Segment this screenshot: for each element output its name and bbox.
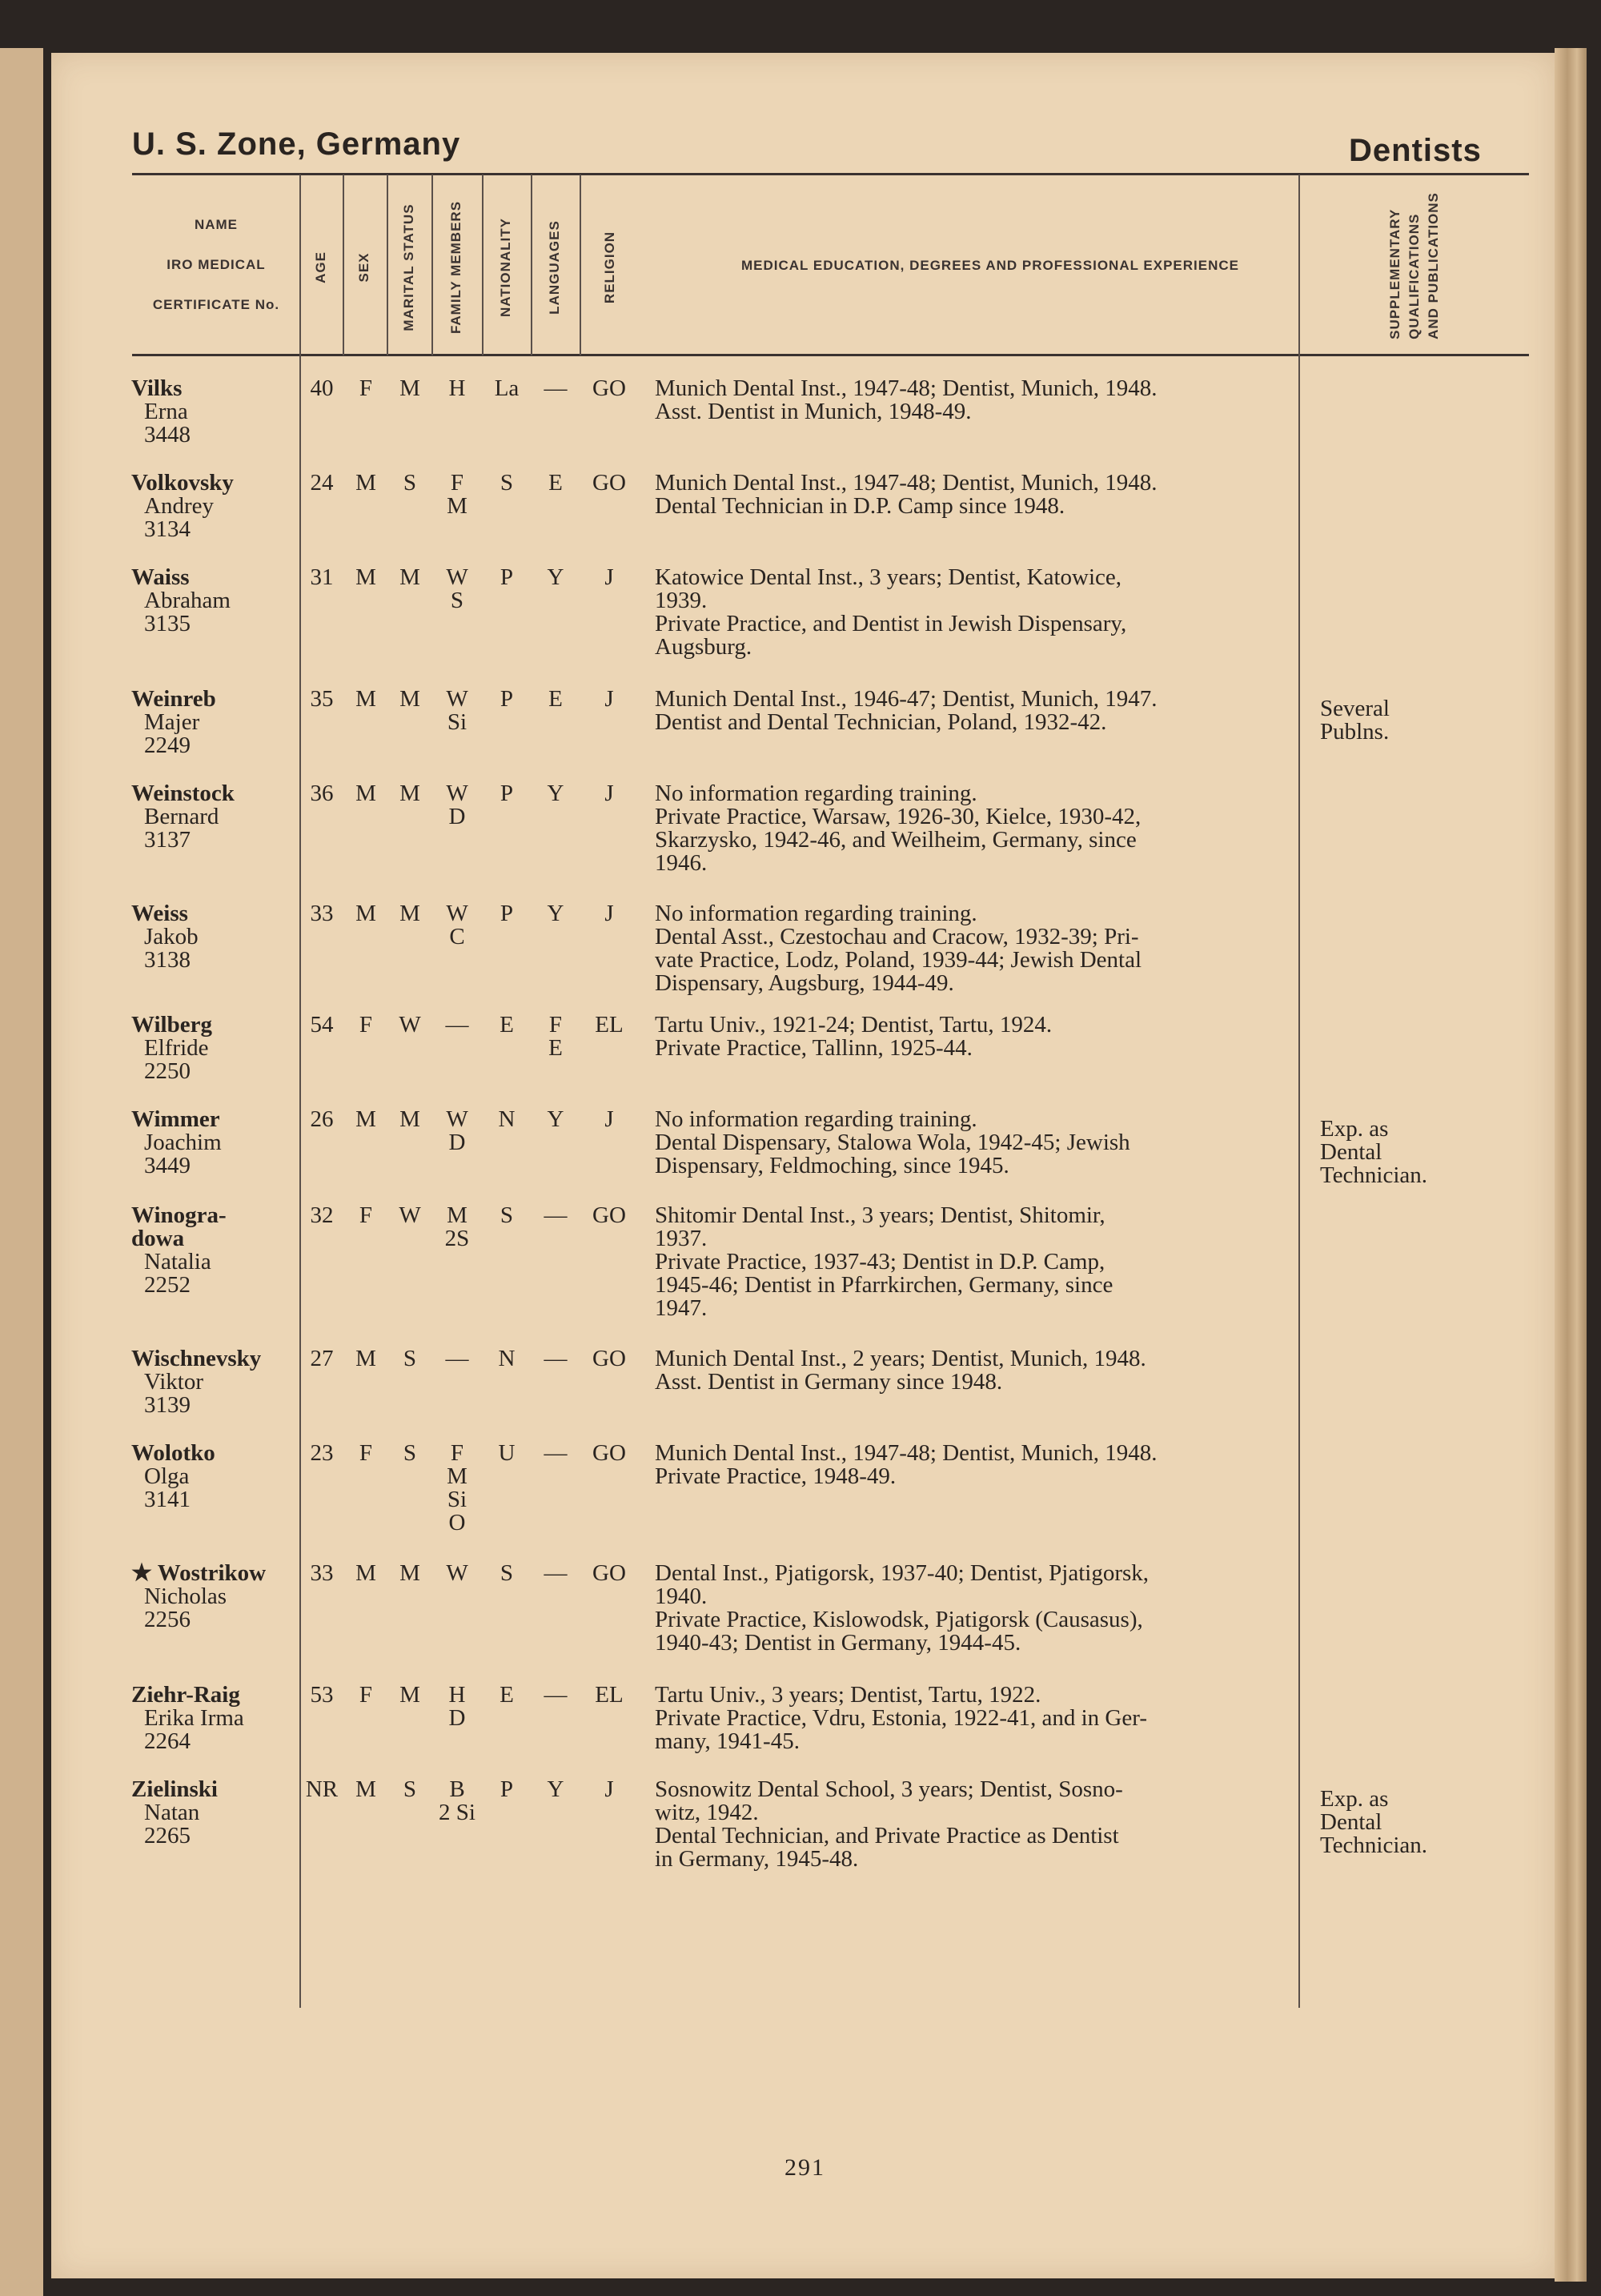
supplementary-line: Dental (1320, 1809, 1382, 1835)
given-name: Natan (144, 1800, 200, 1825)
header-bottom-rule (132, 354, 1529, 356)
religion-cell: GO (592, 1440, 626, 1466)
family-members-cell-entry: M (447, 1202, 467, 1228)
page-number: 291 (784, 2154, 825, 2181)
languages-cell-entry: — (544, 375, 568, 401)
column-divider (531, 175, 532, 355)
experience-line: 1937. (655, 1226, 708, 1251)
nationality-cell: S (500, 470, 514, 496)
surname: Weiss (131, 901, 188, 926)
nationality-cell: S (500, 1202, 514, 1228)
experience-cell (655, 1442, 1335, 1488)
family-members-cell (433, 377, 481, 400)
experience-line: Private Practice, and Dentist in Jewish Dispensary, (655, 611, 1127, 636)
nationality-cell: P (500, 781, 514, 806)
column-header-age: AGE (313, 251, 328, 283)
experience-cell (655, 688, 1335, 734)
supplementary-cell (1320, 1788, 1480, 1857)
column-header-experience: MEDICAL EDUCATION, DEGREES AND PROFESSIONAL EXPERIENCE (741, 258, 1239, 273)
experience-line: No information regarding training. (655, 1106, 977, 1132)
marital-status-cell: W (399, 1202, 421, 1228)
languages-cell-entry: — (544, 1202, 568, 1228)
languages-cell (532, 1684, 579, 1707)
surname: Weinreb (131, 686, 216, 712)
given-name: Majer (144, 709, 200, 735)
column-header-nationality: NATIONALITY (498, 217, 513, 318)
adjacent-page-edge (0, 48, 43, 2296)
family-members-cell-entry: W (446, 564, 468, 590)
religion-cell: J (604, 686, 614, 712)
age-cell: 33 (310, 901, 334, 926)
languages-cell (532, 688, 579, 711)
column-header-sex: SEX (356, 252, 371, 283)
experience-line: Augsburg. (655, 634, 752, 660)
family-members-cell-entry: O (448, 1510, 466, 1535)
experience-line: Private Practice, Warsaw, 1926-30, Kielce, 1930-42, (655, 804, 1142, 829)
experience-line: 1947. (655, 1295, 708, 1321)
languages-cell-entry: — (544, 1346, 568, 1371)
certificate-number: 3448 (144, 422, 191, 448)
surname: ★ Wostrikow (131, 1560, 267, 1586)
surname: Wimmer (131, 1106, 220, 1132)
sex-cell: M (355, 564, 376, 590)
surname-continued: dowa (131, 1226, 185, 1251)
certificate-number: 3141 (144, 1487, 191, 1512)
running-head-right: Dentists (1349, 133, 1482, 168)
family-members-cell-entry: — (445, 1012, 469, 1038)
family-members-cell-entry: F (450, 1440, 464, 1466)
given-name: Jakob (144, 924, 199, 949)
experience-line: Dispensary, Augsburg, 1944-49. (655, 970, 954, 996)
religion-cell: GO (592, 1346, 626, 1371)
family-members-cell-entry: Si (447, 1487, 467, 1512)
religion-cell: J (604, 1106, 614, 1132)
languages-cell-entry: E (548, 1035, 563, 1061)
column-divider (387, 175, 388, 355)
age-cell: 40 (310, 375, 334, 401)
experience-line: Dentist and Dental Technician, Poland, 1932-42. (655, 709, 1107, 735)
religion-cell: J (604, 564, 614, 590)
nationality-cell: P (500, 1776, 514, 1802)
experience-line: Katowice Dental Inst., 3 years; Dentist, Katowice, (655, 564, 1122, 590)
given-name: Abraham (144, 588, 231, 613)
column-divider (343, 175, 344, 355)
surname: Wolotko (131, 1440, 215, 1466)
experience-line: Asst. Dentist in Germany since 1948. (655, 1369, 1003, 1395)
experience-line: Sosnowitz Dental School, 3 years; Dentist, Sosno- (655, 1776, 1123, 1802)
supplementary-line: Publns. (1320, 719, 1390, 745)
nationality-cell: P (500, 686, 514, 712)
languages-cell-entry: Y (547, 781, 564, 806)
given-name: Erna (144, 399, 188, 424)
given-name: Bernard (144, 804, 219, 829)
languages-cell (532, 1108, 579, 1131)
age-cell: 32 (310, 1202, 334, 1228)
languages-cell-entry: — (544, 1440, 568, 1466)
column-header-name-line2: IRO MEDICAL (167, 257, 266, 272)
book-page (51, 53, 1555, 2278)
supplementary-line: Technician. (1320, 1832, 1428, 1858)
age-cell: 27 (310, 1346, 334, 1371)
languages-cell (532, 1014, 579, 1060)
nationality-cell: La (494, 375, 520, 401)
nationality-cell: N (498, 1346, 516, 1371)
column-header-name (132, 205, 300, 325)
experience-line: many, 1941-45. (655, 1728, 800, 1754)
family-members-cell-entry: C (449, 924, 465, 949)
column-header-marital-status: MARITAL STATUS (401, 203, 416, 331)
religion-cell: GO (592, 1560, 626, 1586)
family-members-cell-entry: W (446, 781, 468, 806)
surname: Volkovsky (131, 470, 234, 496)
marital-status-cell: M (399, 564, 420, 590)
page-stack-edge (1555, 48, 1587, 2282)
column-divider (482, 175, 484, 355)
experience-line: vate Practice, Lodz, Poland, 1939-44; Jewish Dental (655, 947, 1142, 973)
religion-cell: GO (592, 470, 626, 496)
surname: Wilberg (131, 1012, 212, 1038)
family-members-cell (433, 782, 481, 829)
certificate-number: 3139 (144, 1392, 191, 1418)
experience-line: Dental Technician in D.P. Camp since 1948. (655, 493, 1065, 519)
marital-status-cell: S (403, 1776, 417, 1802)
marital-status-cell: S (403, 1346, 417, 1371)
experience-cell (655, 1778, 1335, 1871)
column-header-supp-line3: AND PUBLICATIONS (1426, 192, 1441, 339)
languages-cell-entry: Y (547, 564, 564, 590)
experience-line: Private Practice, 1948-49. (655, 1463, 897, 1489)
family-members-cell-entry: W (446, 686, 468, 712)
family-members-cell (433, 566, 481, 612)
column-divider (431, 175, 433, 355)
experience-cell (655, 1204, 1335, 1320)
family-members-cell-entry: M (447, 493, 467, 519)
experience-line: Asst. Dentist in Munich, 1948-49. (655, 399, 972, 424)
languages-cell-entry: E (548, 686, 563, 712)
sex-cell: M (355, 1346, 376, 1371)
certificate-number: 2249 (144, 733, 191, 758)
family-members-cell-entry: S (450, 588, 464, 613)
experience-cell (655, 1014, 1335, 1060)
languages-cell (532, 1778, 579, 1801)
age-cell: 36 (310, 781, 334, 806)
surname: Winogra- (131, 1202, 227, 1228)
experience-line: Private Practice, Vdru, Estonia, 1922-41, and in Ger- (655, 1705, 1147, 1731)
experience-cell (655, 566, 1335, 659)
surname: Zielinski (131, 1776, 218, 1802)
experience-cell (655, 377, 1335, 423)
languages-cell (532, 1562, 579, 1585)
experience-line: No information regarding training. (655, 901, 977, 926)
experience-cell (655, 1684, 1335, 1753)
family-members-cell-entry: B (449, 1776, 465, 1802)
experience-line: Private Practice, Tallinn, 1925-44. (655, 1035, 973, 1061)
column-header-name-line1: NAME (194, 217, 239, 232)
experience-line: Dental Inst., Pjatigorsk, 1937-40; Dentist, Pjatigorsk, (655, 1560, 1150, 1586)
religion-cell: J (604, 781, 614, 806)
family-members-cell-entry: D (448, 804, 466, 829)
column-header-religion: RELIGION (602, 231, 617, 304)
supplementary-line: Technician. (1320, 1162, 1428, 1188)
sex-cell: F (359, 1682, 373, 1708)
sex-cell: F (359, 1440, 373, 1466)
supplementary-cell (1320, 697, 1480, 744)
family-members-cell-entry: 2S (444, 1226, 470, 1251)
family-members-cell (433, 1562, 481, 1585)
certificate-number: 2256 (144, 1607, 191, 1632)
sex-cell: M (355, 781, 376, 806)
languages-cell-entry: Y (547, 1776, 564, 1802)
languages-cell-entry: Y (547, 901, 564, 926)
languages-cell (532, 377, 579, 400)
supplementary-cell (1320, 1118, 1480, 1187)
family-members-cell-entry: W (446, 901, 468, 926)
family-members-cell (433, 1778, 481, 1824)
experience-cell (655, 1108, 1335, 1178)
certificate-number: 2265 (144, 1823, 191, 1848)
experience-line: Munich Dental Inst., 1946-47; Dentist, Munich, 1947. (655, 686, 1158, 712)
sex-cell: M (355, 686, 376, 712)
age-cell: 33 (310, 1560, 334, 1586)
certificate-number: 2250 (144, 1058, 191, 1084)
family-members-cell-entry: — (445, 1346, 469, 1371)
experience-cell (655, 1347, 1335, 1394)
age-cell: 23 (310, 1440, 334, 1466)
experience-line: Munich Dental Inst., 1947-48; Dentist, Munich, 1948. (655, 1440, 1158, 1466)
certificate-number: 2264 (144, 1728, 191, 1754)
certificate-number: 3134 (144, 516, 191, 542)
given-name: Olga (144, 1463, 190, 1489)
family-members-cell (433, 1014, 481, 1037)
experience-line: Dental Dispensary, Stalowa Wola, 1942-45; Jewish (655, 1130, 1130, 1155)
languages-cell-entry: — (544, 1560, 568, 1586)
marital-status-cell: M (399, 375, 420, 401)
certificate-number: 3135 (144, 611, 191, 636)
family-members-cell (433, 1347, 481, 1371)
age-cell: NR (305, 1776, 339, 1802)
column-header-name-line3: CERTIFICATE No. (152, 297, 280, 312)
marital-status-cell: M (399, 1682, 420, 1708)
family-members-cell (433, 1108, 481, 1154)
experience-line: 1945-46; Dentist in Pfarrkirchen, Germany, since (655, 1272, 1113, 1298)
sex-cell: M (355, 1106, 376, 1132)
marital-status-cell: W (399, 1012, 421, 1038)
certificate-number: 3449 (144, 1153, 191, 1178)
nationality-cell: S (500, 1560, 514, 1586)
languages-cell (532, 472, 579, 495)
age-cell: 54 (310, 1012, 334, 1038)
experience-cell (655, 1562, 1335, 1655)
marital-status-cell: M (399, 1106, 420, 1132)
nationality-cell: N (498, 1106, 516, 1132)
family-members-cell (433, 1204, 481, 1250)
family-members-cell-entry: W (446, 1106, 468, 1132)
surname: Vilks (131, 375, 183, 401)
experience-line: 1946. (655, 850, 708, 876)
given-name: Viktor (144, 1369, 203, 1395)
family-members-cell-entry: F (450, 470, 464, 496)
religion-cell: EL (595, 1682, 624, 1708)
languages-cell (532, 782, 579, 805)
family-members-cell (433, 1684, 481, 1730)
family-members-cell (433, 1442, 481, 1535)
age-cell: 31 (310, 564, 334, 590)
experience-line: Skarzysko, 1942-46, and Weilheim, Germany, since (655, 827, 1137, 853)
sex-cell: F (359, 375, 373, 401)
nationality-cell: E (500, 1682, 514, 1708)
experience-line: 1939. (655, 588, 708, 613)
experience-line: 1940. (655, 1584, 708, 1609)
marital-status-cell: S (403, 470, 417, 496)
given-name: Nicholas (144, 1584, 227, 1609)
nationality-cell: P (500, 901, 514, 926)
family-members-cell (433, 472, 481, 518)
surname: Waiss (131, 564, 190, 590)
column-header-family-members: FAMILY MEMBERS (448, 200, 463, 335)
age-cell: 24 (310, 470, 334, 496)
family-members-cell-entry: W (446, 1560, 468, 1586)
experience-line: 1940-43; Dentist in Germany, 1944-45. (655, 1630, 1021, 1656)
languages-cell (532, 1204, 579, 1227)
surname: Wischnevsky (131, 1346, 262, 1371)
sex-cell: M (355, 901, 376, 926)
family-members-cell-entry: H (448, 375, 466, 401)
sex-cell: M (355, 1560, 376, 1586)
sex-cell: F (359, 1202, 373, 1228)
nationality-cell: U (498, 1440, 516, 1466)
religion-cell: J (604, 1776, 614, 1802)
experience-line: Munich Dental Inst., 1947-48; Dentist, Munich, 1948. (655, 375, 1158, 401)
experience-line: Dispensary, Feldmoching, since 1945. (655, 1153, 1009, 1178)
surname: Weinstock (131, 781, 235, 806)
certificate-number: 3137 (144, 827, 191, 853)
sex-cell: F (359, 1012, 373, 1038)
experience-cell (655, 472, 1335, 518)
marital-status-cell: S (403, 1440, 417, 1466)
family-members-cell-entry: 2 Si (439, 1800, 475, 1825)
religion-cell: GO (592, 375, 626, 401)
supplementary-line: Several (1320, 696, 1390, 721)
family-members-cell-entry: D (448, 1130, 466, 1155)
column-header-supp-line2: QUALIFICATIONS (1406, 213, 1422, 339)
experience-cell (655, 782, 1335, 875)
religion-cell: EL (595, 1012, 624, 1038)
languages-cell (532, 566, 579, 589)
nationality-cell: E (500, 1012, 514, 1038)
experience-line: Tartu Univ., 3 years; Dentist, Tartu, 1922. (655, 1682, 1041, 1708)
experience-line: witz, 1942. (655, 1800, 759, 1825)
given-name: Natalia (144, 1249, 211, 1274)
sex-cell: M (355, 1776, 376, 1802)
marital-status-cell: M (399, 781, 420, 806)
experience-line: Private Practice, Kislowodsk, Pjatigorsk (Causasus), (655, 1607, 1143, 1632)
given-name: Elfride (144, 1035, 209, 1061)
experience-line: Munich Dental Inst., 1947-48; Dentist, Munich, 1948. (655, 470, 1158, 496)
given-name: Joachim (144, 1130, 222, 1155)
family-members-cell (433, 902, 481, 949)
experience-line: Dental Asst., Czestochau and Cracow, 1932-39; Pri- (655, 924, 1139, 949)
column-header-languages: LANGUAGES (547, 220, 562, 315)
languages-cell-entry: — (544, 1682, 568, 1708)
age-cell: 35 (310, 686, 334, 712)
given-name: Andrey (144, 493, 214, 519)
experience-cell (655, 902, 1335, 995)
languages-cell (532, 902, 579, 925)
religion-cell: GO (592, 1202, 626, 1228)
supplementary-line: Exp. as (1320, 1116, 1389, 1142)
languages-cell (532, 1347, 579, 1371)
family-members-cell-entry: D (448, 1705, 466, 1731)
marital-status-cell: M (399, 686, 420, 712)
experience-line: Shitomir Dental Inst., 3 years; Dentist, Shitomir, (655, 1202, 1105, 1228)
surname: Ziehr-Raig (131, 1682, 240, 1708)
languages-cell-entry: Y (547, 1106, 564, 1132)
experience-line: Munich Dental Inst., 2 years; Dentist, Munich, 1948. (655, 1346, 1146, 1371)
running-head-left: U. S. Zone, Germany (132, 126, 461, 162)
family-members-cell-entry: M (447, 1463, 467, 1489)
experience-line: in Germany, 1945-48. (655, 1846, 859, 1872)
column-header-supplementary (1386, 192, 1443, 339)
languages-cell (532, 1442, 579, 1465)
age-cell: 53 (310, 1682, 334, 1708)
family-members-cell (433, 688, 481, 734)
top-rule (132, 173, 1529, 175)
sex-cell: M (355, 470, 376, 496)
marital-status-cell: M (399, 901, 420, 926)
column-header-supp-line1: SUPPLEMENTARY (1387, 208, 1402, 339)
given-name: Erika Irma (144, 1705, 244, 1731)
experience-line: Dental Technician, and Private Practice as Dentist (655, 1823, 1119, 1848)
experience-line: No information regarding training. (655, 781, 977, 806)
supplementary-line: Dental (1320, 1139, 1382, 1165)
supplementary-line: Exp. as (1320, 1786, 1389, 1812)
languages-cell-entry: E (548, 470, 563, 496)
age-cell: 26 (310, 1106, 334, 1132)
column-divider (580, 175, 581, 355)
religion-cell: J (604, 901, 614, 926)
experience-line: Tartu Univ., 1921-24; Dentist, Tartu, 1924. (655, 1012, 1053, 1038)
nationality-cell: P (500, 564, 514, 590)
certificate-number: 3138 (144, 947, 191, 973)
marital-status-cell: M (399, 1560, 420, 1586)
family-members-cell-entry: Si (447, 709, 467, 735)
experience-line: Private Practice, 1937-43; Dentist in D.P. Camp, (655, 1249, 1105, 1274)
languages-cell-entry: F (548, 1012, 563, 1038)
certificate-number: 2252 (144, 1272, 191, 1298)
family-members-cell-entry: H (448, 1682, 466, 1708)
